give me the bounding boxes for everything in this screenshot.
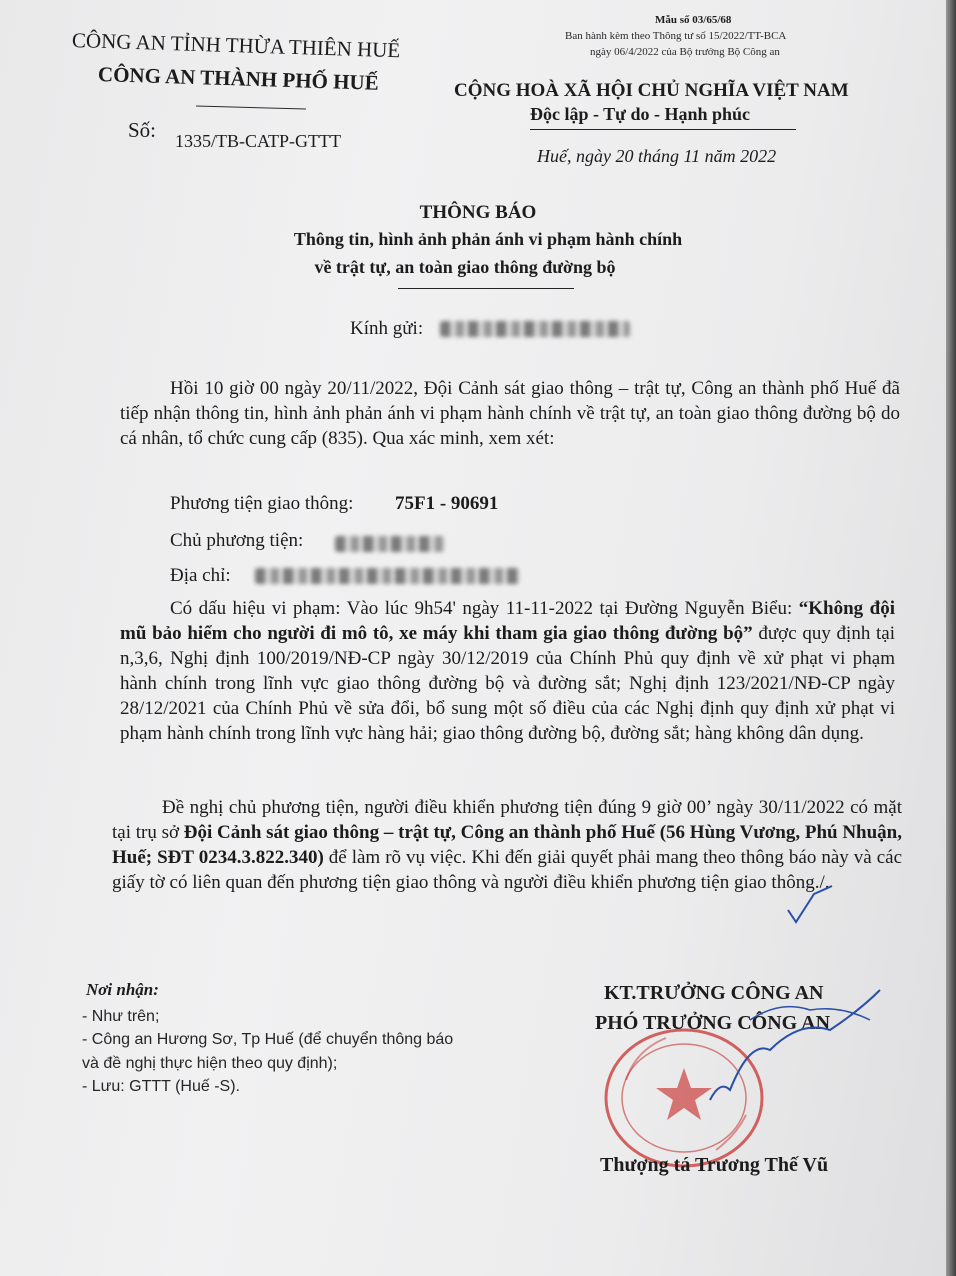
document-subtitle-2: về trật tự, an toàn giao thông đường bộ [314,257,616,277]
handwritten-tick-mark [780,880,840,930]
redacted-recipient-name [440,321,630,337]
signer-name: Thượng tá Trương Thế Vũ [600,1154,829,1176]
recipient-label: Kính gửi: [350,318,424,339]
motto-underline [530,129,796,130]
recipient-item: - Như trên; [82,1008,160,1025]
doc-number: 1335/TB-CATP-GTTT [175,131,341,151]
form-code: Mẫu số 03/65/68 [655,14,732,26]
form-legal-basis: Ban hành kèm theo Thông tư số 15/2022/TT-BCA [565,30,787,42]
signature-title-1: KT.TRƯỞNG CÔNG AN [604,982,824,1004]
owner-label: Chủ phương tiện: [170,530,304,551]
issuing-agency: CÔNG AN THÀNH PHỐ HUẾ [97,62,380,95]
handwritten-signature [690,980,890,1120]
signature-title-2: PHÓ TRƯỞNG CÔNG AN [595,1012,831,1034]
doc-number-label: Số: [128,118,157,142]
request-instructions: để làm rõ vụ việc. Khi đến giải quyết phải mang theo thông báo này và các giấy tờ có liên quan đến phương tiện giao thông và người điều khiển phương tiện giao thông./. [112,847,902,893]
recipient-item: - Công an Hương Sơ, Tp Huế (để chuyển thông báo [82,1031,454,1048]
paragraph-intro-text: Hồi 10 giờ 00 ngày 20/11/2022, Đội Cảnh sát giao thông – trật tự, Công an thành phố Huế đã tiếp nhận thông tin, hình ảnh phản ánh vi phạm hành chính về trật tự, an toàn giao thông đường bộ do cá nhân, tổ chức cung cấp (835). Qua xác minh, xem xét: [120,378,900,449]
national-motto: Độc lập - Tự do - Hạnh phúc [530,104,751,124]
document-title: THÔNG BÁO [419,202,537,223]
parent-agency: CÔNG AN TỈNH THỪA THIÊN HUẾ [71,28,401,63]
national-title: CỘNG HOÀ XÃ HỘI CHỦ NGHĨA VIỆT NAM [454,80,849,101]
vehicle-label: Phương tiện giao thông: [170,493,354,514]
recipient-item: - Lưu: GTTT (Huế -S). [82,1078,240,1095]
subtitle-underline [398,288,574,289]
desk-edge [946,0,956,1276]
address-label: Địa chỉ: [170,565,231,586]
recipients-title: Nơi nhận: [86,980,159,999]
redacted-address [255,568,520,584]
paragraph-violation [120,596,895,746]
place-date: Huế, ngày 20 tháng 11 năm 2022 [537,146,777,166]
violation-lead: Có dấu hiệu vi phạm: Vào lúc 9h54' ngày 11-11-2022 tại Đường Nguyễn Biểu: [170,598,793,619]
paragraph-intro [120,376,900,451]
redacted-owner-name [335,536,445,552]
document-subtitle-1: Thông tin, hình ảnh phản ánh vi phạm hành chính [293,229,683,249]
vehicle-plate: 75F1 - 90691 [395,493,499,514]
violation-description: “Không đội mũ bảo hiểm cho người đi mô tô, xe máy khi tham gia giao thông đường bộ” [120,598,896,644]
violation-legal-basis: được quy định tại n,3,6, Nghị định 100/2019/NĐ-CP ngày 30/12/2019 của Chính Phủ quy định về xử phạt vi phạm hành chính trong lĩnh vực giao thông đường bộ và đường sắt; Nghị định 123/2021/NĐ-CP ngày 28/12/2021 của Chính Phủ về sửa đổi, bổ sung một số điều của các Nghị định quy định xử phạt vi phạm hành chính trong lĩnh vực hàng hải; giao thông đường bộ, đường sắt; hàng không dân dụng. [120,623,895,744]
form-legal-basis-date: ngày 06/4/2022 của Bộ trưởng Bộ Công an [590,46,780,58]
recipient-item: và đề nghị thực hiện theo quy định); [82,1055,338,1072]
request-lead: Đề nghị chủ phương tiện, người điều khiển phương tiện đúng 9 giờ 00’ ngày 30/11/2022 có mặt tại trụ sở [112,797,902,843]
request-location: Đội Cảnh sát giao thông – trật tự, Công an thành phố Huế (56 Hùng Vương, Phú Nhuận, Huế; SĐT 0234.3.822.340) [112,822,902,868]
agency-underline [196,106,306,110]
